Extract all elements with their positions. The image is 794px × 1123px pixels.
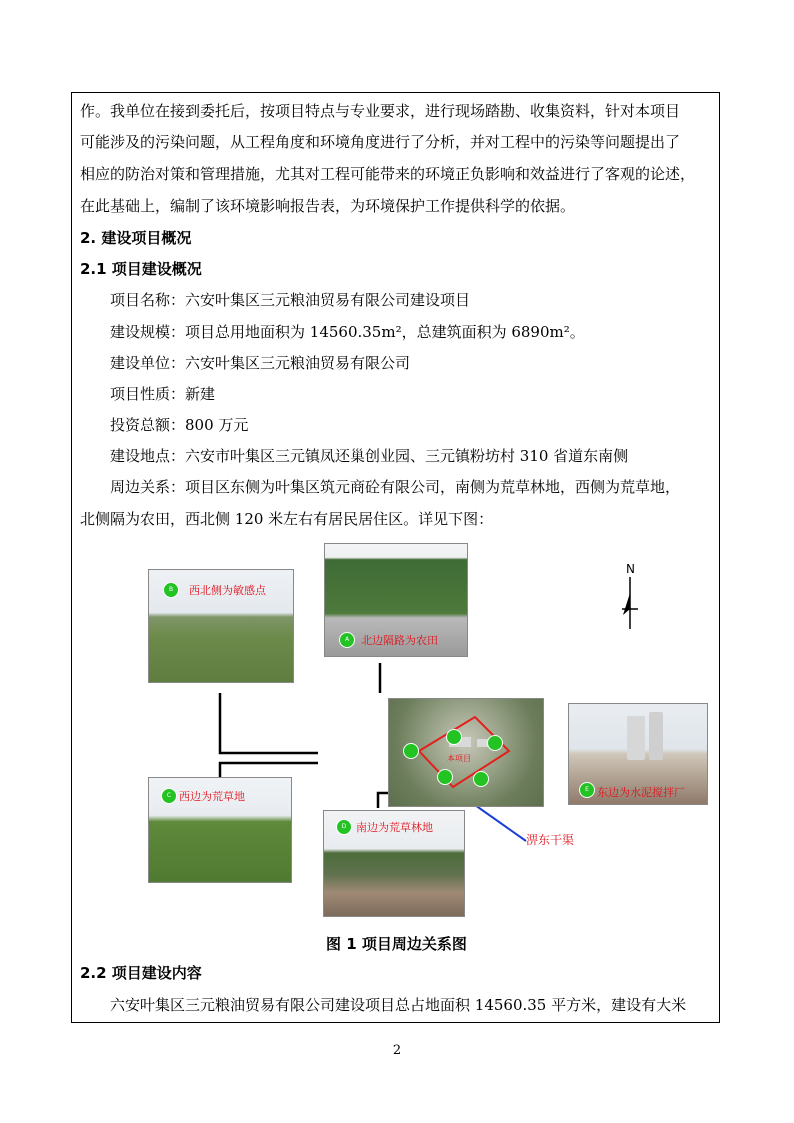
project-surroundings-2: 北侧隔为农田，西北侧 120 米左右有居民居住区。详见下图： — [80, 510, 494, 528]
photo-west — [148, 777, 292, 883]
aerial-marker-b — [403, 743, 419, 759]
section-2-1-heading: 2.1 项目建设概况 — [80, 260, 202, 278]
project-surroundings-1: 周边关系：项目区东侧为叶集区筑元商砼有限公司，南侧为荒草林地，西侧为荒草地， — [110, 478, 681, 496]
marker-e: E — [579, 782, 595, 798]
marker-b: B — [163, 582, 179, 598]
canal-label: 淠东干渠 — [526, 833, 575, 847]
project-location: 建设地点：六安市叶集区三元镇凤还巢创业园、三元镇粉坊村 310 省道东南侧 — [110, 447, 629, 465]
section-2-2-heading: 2.2 项目建设内容 — [80, 964, 202, 982]
site-label: 本项目 — [447, 754, 471, 763]
marker-d: D — [336, 819, 352, 835]
caption-east: 东边为水泥搅拌厂 — [597, 786, 685, 799]
surroundings-figure — [148, 563, 708, 918]
intro-line-4: 在此基础上，编制了该环境影响报告表，为环境保护工作提供科学的依据。 — [80, 197, 576, 215]
project-name: 项目名称：六安叶集区三元粮油贸易有限公司建设项目 — [110, 291, 471, 309]
caption-south: 南边为荒草林地 — [356, 821, 433, 834]
intro-line-2: 可能涉及的污染问题，从工程角度和环境角度进行了分析，并对工程中的污染等问题提出了 — [80, 133, 681, 151]
caption-west: 西边为荒草地 — [179, 790, 245, 803]
photo-north — [324, 543, 468, 657]
project-investment: 投资总额：800 万元 — [110, 416, 249, 434]
intro-line-1: 作。我单位在接到委托后，按项目特点与专业要求，进行现场踏勘、收集资料，针对本项目 — [80, 102, 681, 120]
caption-northwest: 西北侧为敏感点 — [189, 584, 266, 597]
aerial-marker-a — [446, 729, 462, 745]
page-number: 2 — [392, 1043, 402, 1058]
photo-south — [323, 810, 465, 917]
caption-north: 北边隔路为农田 — [361, 634, 438, 647]
photo-east — [568, 703, 708, 805]
section-2-heading: 2. 建设项目概况 — [80, 229, 192, 247]
photo-northwest — [148, 569, 294, 683]
intro-line-3: 相应的防治对策和管理措施，尤其对工程可能带来的环境正负影响和效益进行了客观的论述， — [80, 165, 696, 183]
aerial-marker-e — [487, 735, 503, 751]
aerial-site-photo — [388, 698, 544, 807]
svg-text:N: N — [626, 563, 635, 576]
marker-c: C — [161, 788, 177, 804]
figure-caption: 图 1 项目周边关系图 — [326, 935, 467, 953]
project-unit: 建设单位：六安叶集区三元粮油贸易有限公司 — [110, 354, 411, 372]
aerial-marker-c — [437, 769, 453, 785]
aerial-marker-d — [473, 771, 489, 787]
section-2-2-text: 六安叶集区三元粮油贸易有限公司建设项目总占地面积 14560.35 平方米，建设有大米 — [110, 996, 687, 1014]
marker-a: A — [339, 632, 355, 648]
report-table-frame — [71, 92, 720, 1023]
project-nature: 项目性质：新建 — [110, 385, 216, 403]
project-scale: 建设规模：项目总用地面积为 14560.35m²，总建筑面积为 6890m²。 — [110, 323, 585, 341]
